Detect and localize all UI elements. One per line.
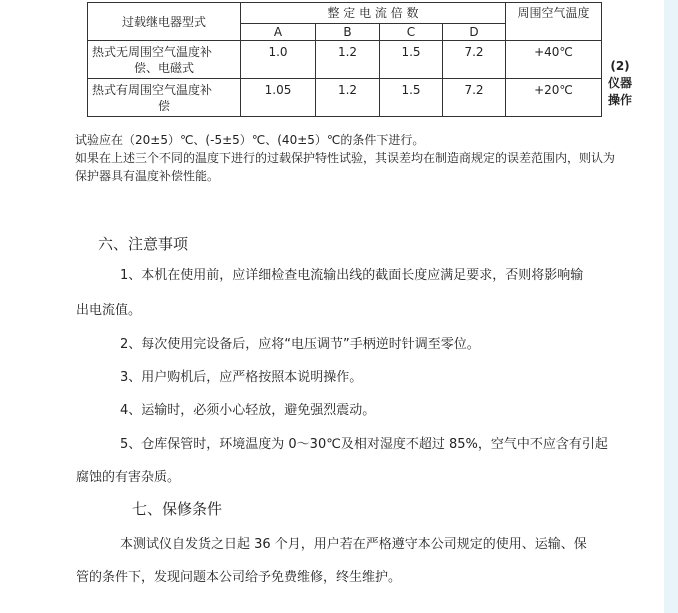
table-row bbox=[88, 41, 602, 79]
table-header-row bbox=[88, 3, 602, 24]
table-row bbox=[88, 79, 602, 117]
col-b: B bbox=[316, 24, 380, 41]
row-type: 热式有周围空气温度补 偿 bbox=[88, 79, 241, 117]
test-criteria-line-2: 保护器具有温度补偿性能。 bbox=[75, 169, 220, 183]
instrument-operation-label: (2) 仪器 操作 bbox=[607, 59, 632, 107]
notice-item-1: 1、本机在使用前，应详细检查电流输出线的截面长度应满足要求，否则将影响输 bbox=[120, 268, 584, 283]
notice-item-5: 5、仓库保管时，环境温度为 0～30℃及相对湿度不超过 85%，空气中不应含有引起 bbox=[120, 437, 608, 452]
cell-a: 1.0 bbox=[241, 41, 316, 79]
notice-item-1-cont: 出电流值。 bbox=[76, 303, 142, 318]
cell-c: 1.5 bbox=[380, 41, 443, 79]
test-condition-line: 试验应在（20±5）℃、(-5±5）℃、(40±5）℃的条件下进行。 bbox=[75, 133, 425, 147]
cell-b: 1.2 bbox=[316, 79, 380, 117]
col-d: D bbox=[443, 24, 506, 41]
cell-a: 1.05 bbox=[241, 79, 316, 117]
overload-spec-table bbox=[87, 2, 602, 117]
cell-d: 7.2 bbox=[443, 41, 506, 79]
col-a: A bbox=[241, 24, 316, 41]
cell-d: 7.2 bbox=[443, 79, 506, 117]
notice-item-3: 3、用户购机后，应严格按照本说明操作。 bbox=[120, 370, 363, 385]
warranty-paragraph-cont: 管的条件下，发现问题本公司给予免费维修，终生维护。 bbox=[76, 570, 402, 585]
cell-b: 1.2 bbox=[316, 41, 380, 79]
notice-item-4: 4、运输时，必须小心轻放，避免强烈震动。 bbox=[120, 403, 376, 418]
cell-c: 1.5 bbox=[380, 79, 443, 117]
section-7-title: 七、保修条件 bbox=[132, 500, 223, 518]
header-ambient-temp: 周围空气温度 bbox=[506, 3, 602, 41]
section-6-title: 六、注意事项 bbox=[98, 235, 189, 253]
cell-temp: +20℃ bbox=[506, 79, 602, 117]
cell-temp: +40℃ bbox=[506, 41, 602, 79]
header-current-multiple: 整 定 电 流 倍 数 bbox=[241, 3, 506, 24]
page-margin bbox=[664, 0, 678, 613]
notice-item-5-cont: 腐蚀的有害杂质。 bbox=[76, 470, 181, 485]
col-c: C bbox=[380, 24, 443, 41]
warranty-paragraph: 本测试仪自发货之日起 36 个月，用户若在严格遵守本公司规定的使用、运输、保 bbox=[120, 537, 587, 552]
row-type: 热式无周围空气温度补 偿、电磁式 bbox=[88, 41, 241, 79]
header-relay-type: 过载继电器型式 bbox=[88, 3, 241, 41]
notice-item-2: 2、每次使用完设备后，应将“电压调节”手柄逆时针调至零位。 bbox=[120, 337, 480, 352]
test-criteria-line: 如果在上述三个不同的温度下进行的过载保护特性试验，其误差均在制造商规定的误差范围内，则认为 bbox=[75, 151, 616, 165]
